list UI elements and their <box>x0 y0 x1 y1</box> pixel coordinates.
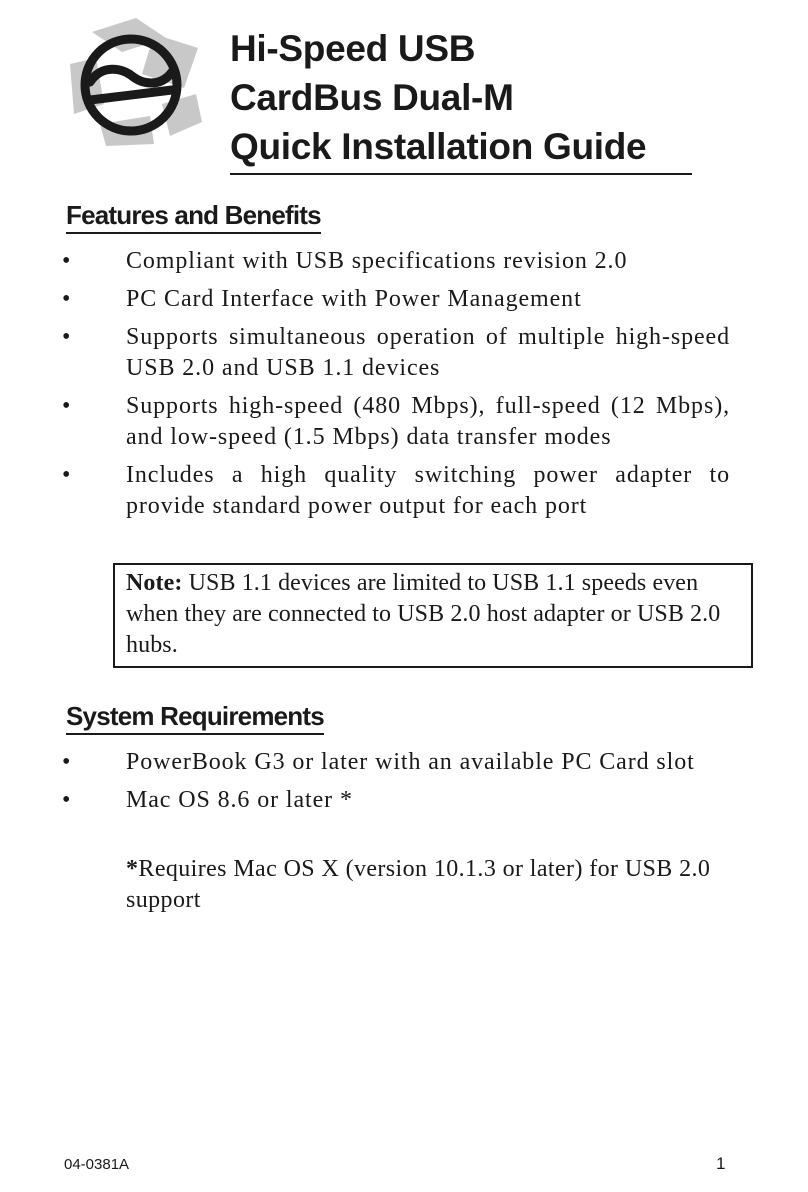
bullet-icon: • <box>62 749 72 775</box>
list-item <box>62 284 730 315</box>
note-box <box>113 563 753 668</box>
features-heading-underline <box>66 232 321 234</box>
bullet-icon: • <box>62 248 72 274</box>
title-line-1: Hi-Speed USB <box>230 28 476 69</box>
title-divider <box>230 173 692 175</box>
list-item <box>62 785 730 816</box>
title-line-2: CardBus Dual-M <box>230 77 514 118</box>
feature-text: PC Card Interface with Power Management <box>126 286 582 312</box>
note-label: Note: <box>126 570 183 596</box>
list-item <box>62 322 730 384</box>
document-code: 04-0381A <box>64 1156 130 1173</box>
footnote <box>126 854 730 916</box>
feature-text: Includes a high quality switching power adapter to provide standard power output for each port <box>126 462 730 519</box>
features-heading <box>66 200 321 234</box>
list-item <box>62 460 730 522</box>
company-logo <box>66 18 202 146</box>
requirements-heading <box>66 701 324 735</box>
bullet-icon: • <box>62 393 72 419</box>
bullet-icon: • <box>62 462 72 488</box>
footnote-mark: * <box>126 856 139 882</box>
document-title <box>230 24 692 171</box>
bullet-icon: • <box>62 324 72 350</box>
requirement-text: PowerBook G3 or later with an available PC Card slot <box>126 749 695 775</box>
title-line-3: Quick Installation Guide <box>230 126 647 167</box>
requirements-list <box>62 747 730 823</box>
requirements-heading-text: System Requirements <box>66 701 324 731</box>
feature-text: Compliant with USB specifications revision 2.0 <box>126 248 628 274</box>
footnote-text: Requires Mac OS X (version 10.1.3 or later) for USB 2.0 support <box>126 856 711 913</box>
list-item <box>62 391 730 453</box>
bullet-icon: • <box>62 787 72 813</box>
bullet-icon: • <box>62 286 72 312</box>
feature-text: Supports high-speed (480 Mbps), full-speed (12 Mbps), and low-speed (1.5 Mbps) data transfer modes <box>126 393 730 450</box>
page-number: 1 <box>716 1154 726 1173</box>
features-heading-text: Features and Benefits <box>66 200 321 230</box>
features-list <box>62 246 730 529</box>
feature-text: Supports simultaneous operation of multiple high-speed USB 2.0 and USB 1.1 devices <box>126 324 730 381</box>
list-item <box>62 246 730 277</box>
note-text: USB 1.1 devices are limited to USB 1.1 speeds even when they are connected to USB 2.0 host adapter or USB 2.0 hubs. <box>126 570 721 658</box>
requirements-heading-underline <box>66 733 324 735</box>
requirement-text: Mac OS 8.6 or later * <box>126 787 353 813</box>
list-item <box>62 747 730 778</box>
